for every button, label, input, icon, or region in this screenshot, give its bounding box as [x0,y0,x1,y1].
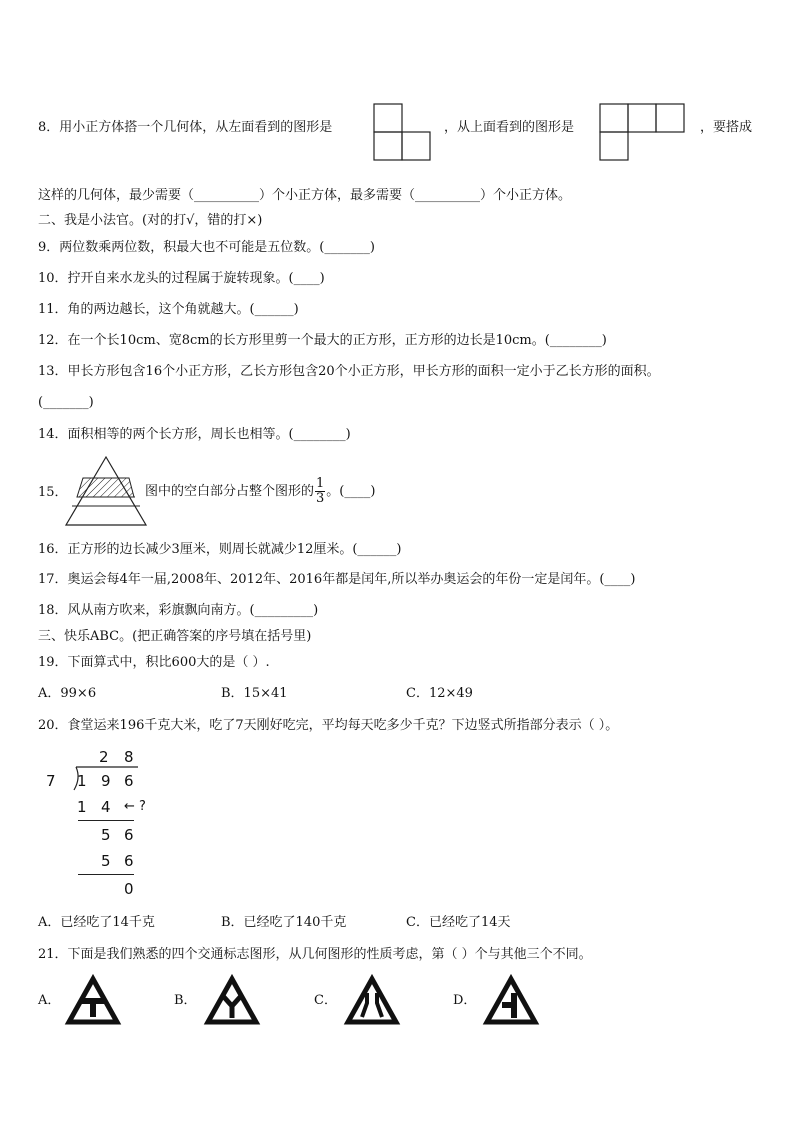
section3-title: 三、快乐ABC。(把正确答案的序号填在括号里) [38,629,312,644]
question-13-answer: (_______) [38,395,94,410]
q21-option-a-label: A． [38,993,61,1008]
division-dividend-digit-2: 9 [101,772,111,790]
q20-option-b: B．已经吃了140千克 [221,915,347,930]
q21-option-d-label: D． [453,993,477,1008]
division-arrow-pointer: ← ? [124,799,146,814]
division-step2-digit-1: 5 [101,826,111,844]
division-dividend-digit-3: 6 [124,772,134,790]
q19-option-c: C．12×49 [406,686,473,701]
q15-triangle-figure [64,455,148,527]
question-16: 16．正方形的边长减少3厘米，则周长就减少12厘米。(______) [38,542,402,557]
division-step3-digit-2: 6 [124,852,134,870]
division-step2-digit-2: 6 [124,826,134,844]
question-11: 11．角的两边越长，这个角就越大。(______) [38,302,299,317]
q15-fraction [315,477,325,506]
q15-text: 图中的空白部分占整个图形的 [145,484,315,499]
q8-text-line2: 这样的几何体，最少需要（__________）个小正方体，最多需要（__________）个小正方体。 [38,188,572,203]
division-divisor: 7 [46,772,56,790]
question-10: 10．拧开自来水龙头的过程属于旋转现象。(____) [38,271,325,286]
division-remainder: 0 [124,880,134,898]
y-junction-sign-icon [203,973,261,1027]
road-narrows-sign-icon [343,973,401,1027]
q8-left-view-figure [373,103,433,161]
q15-fraction-denominator: 3 [316,491,325,506]
division-dividend-digit-1: 1 [77,772,87,790]
division-step1-digit-2: 4 [101,798,111,816]
division-rule-1 [78,820,134,821]
q8-text-part2: ，从上面看到的图形是 [444,120,575,135]
q19-option-a: A．99×6 [38,686,97,701]
q21-option-c-label: C． [314,993,337,1008]
question-20: 20．食堂运来196千克大米，吃了7天刚好吃完，平均每天吃多少千克？下边竖式所指部分表示（ ）。 [38,718,619,733]
division-step3-digit-1: 5 [101,852,111,870]
section2-title: 二、我是小法官。(对的打√，错的打×) [38,213,263,228]
side-road-sign-icon [482,973,540,1027]
q19-option-b: B．15×41 [221,686,288,701]
question-18: 18．风从南方吹来，彩旗飘向南方。(_________) [38,603,319,618]
question-12: 12．在一个长10cm、宽8cm的长方形里剪一个最大的正方形，正方形的边长是10cm。(________) [38,333,607,348]
question-17: 17．奥运会每4年一届,2008年、2012年、2016年都是闰年,所以举办奥运会的年份一定是闰年。(____) [38,572,636,587]
q8-text-part3: ，要搭成 [700,120,753,135]
question-19: 19．下面算式中，积比600大的是（ ）. [38,655,270,670]
question-9: 9．两位数乘两位数，积最大也不可能是五位数。(_______) [38,240,375,255]
division-step1-digit-1: 1 [77,798,87,816]
q8-text-part1: 8．用小正方体搭一个几何体，从左面看到的图形是 [38,120,333,135]
division-rule-2 [78,874,134,875]
question-21: 21．下面是我们熟悉的四个交通标志图形，从几何图形的性质考虑，第（ ）个与其他三个不同。 [38,947,592,962]
division-quotient-digit-1: 2 [99,748,109,766]
q21-option-b-label: B． [174,993,197,1008]
division-quotient-digit-2: 8 [124,748,134,766]
q20-option-c: C．已经吃了14天 [406,915,511,930]
q8-top-view-figure [599,103,689,161]
q15-tail: 。(____) [326,484,376,499]
t-junction-sign-icon [64,973,122,1027]
question-15-number: 15． [38,485,68,500]
q15-fraction-numerator: 1 [316,476,325,491]
q20-option-a: A．已经吃了14千克 [38,915,155,930]
question-15-text [145,476,375,508]
question-14: 14．面积相等的两个长方形，周长也相等。(________) [38,427,351,442]
question-13: 13．甲长方形包含16个小正方形，乙长方形包含20个小正方形，甲长方形的面积一定小于乙长方形的面积。 [38,364,660,379]
